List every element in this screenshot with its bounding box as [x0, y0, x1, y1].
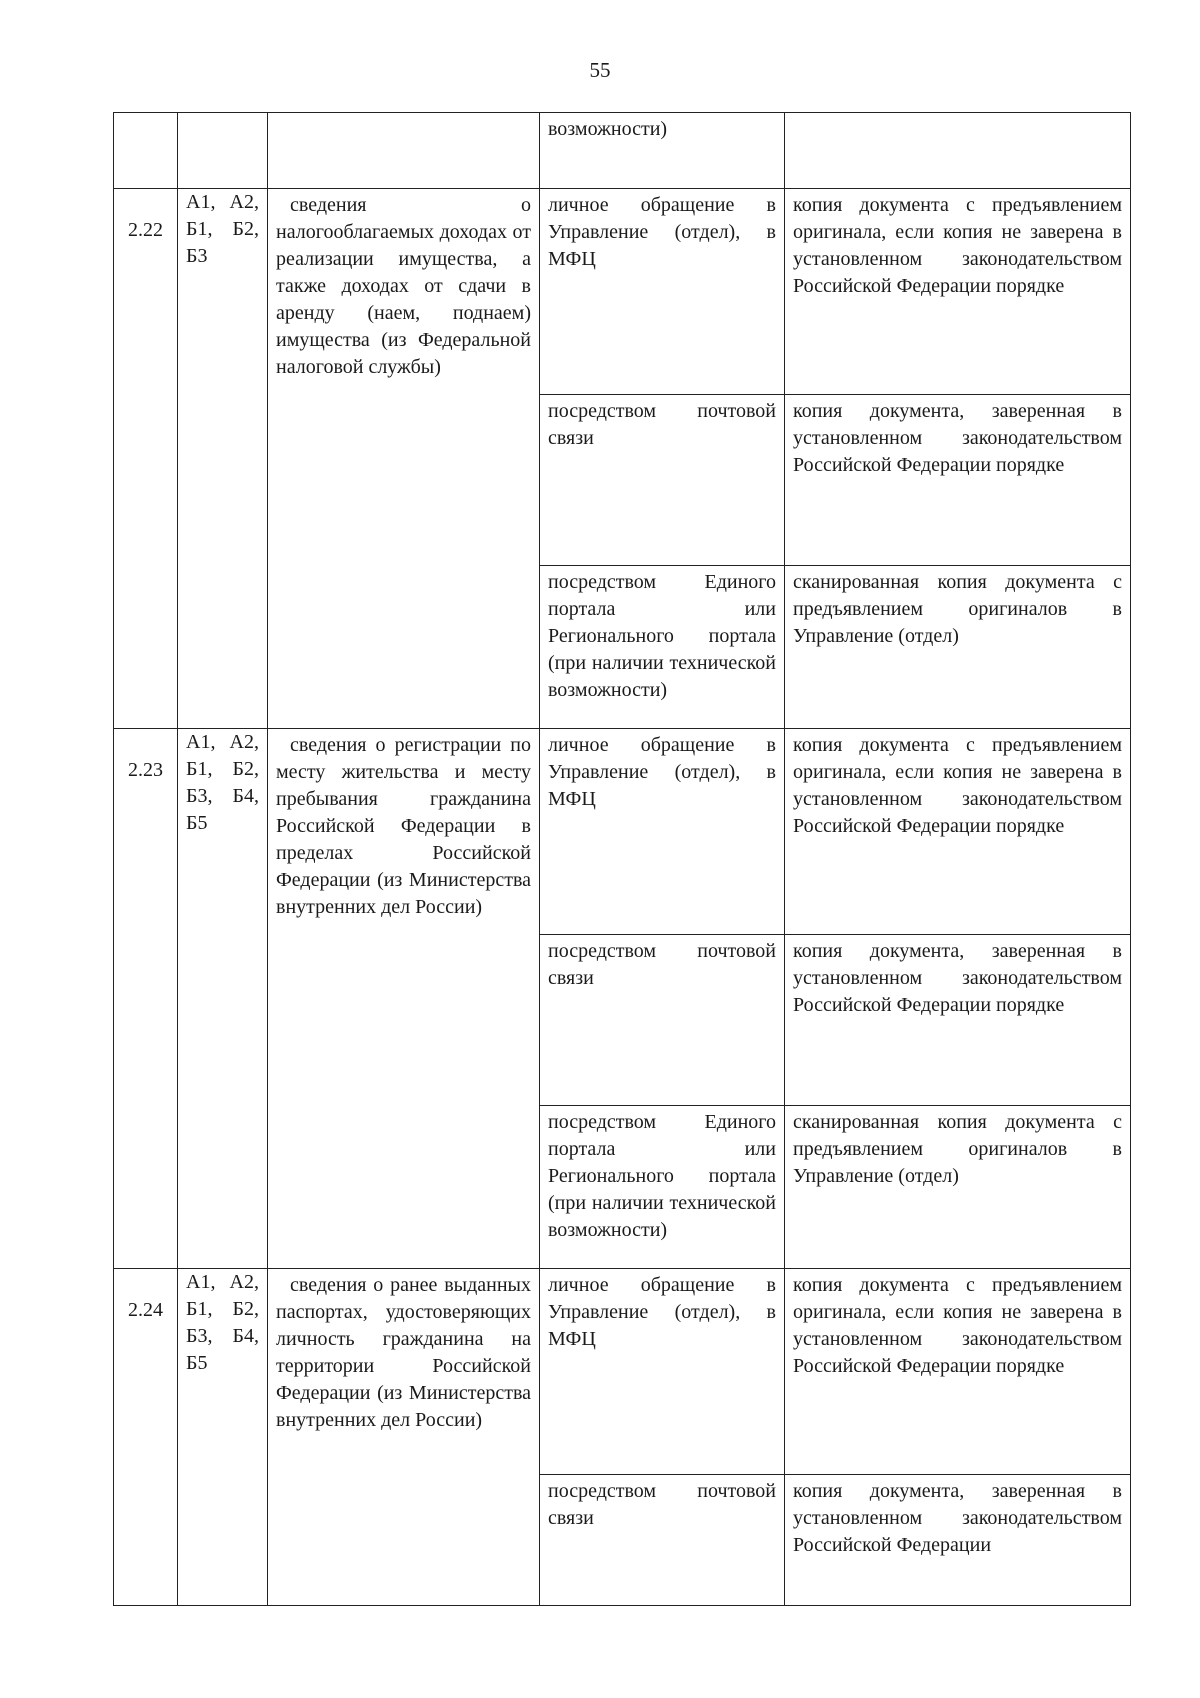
cell-empty — [785, 113, 1131, 189]
submission-channel: личное обращение в Управление (отдел), в МФЦ — [540, 1269, 785, 1475]
submission-channel: посредством Единого портала или Регионального портала (при наличии технической возможности) — [540, 1106, 785, 1269]
information-description: сведения о регистрации по месту жительства и месту пребывания гражданина Российской Федерации в пределах Российской Федерации (из Министерства внутренних дел России) — [268, 729, 540, 1269]
submission-channel: посредством почтовой связи — [540, 395, 785, 566]
item-number: 2.22 — [114, 189, 178, 729]
submission-channel: посредством почтовой связи — [540, 935, 785, 1106]
item-number: 2.23 — [114, 729, 178, 1269]
document-form: сканированная копия документа с предъявлением оригиналов в Управление (отдел) — [785, 1106, 1131, 1269]
page-number: 55 — [589, 58, 611, 82]
applicant-categories: А1, А2, Б1, Б2, Б3, Б4, Б5 — [178, 729, 268, 1269]
document-form: сканированная копия документа с предъявлением оригиналов в Управление (отдел) — [785, 566, 1131, 729]
submission-channel: личное обращение в Управление (отдел), в МФЦ — [540, 189, 785, 395]
table-row — [114, 1269, 1131, 1475]
document-form: копия документа, заверенная в установленном законодательством Российской Федерации порядке — [785, 935, 1131, 1106]
cell-empty — [178, 113, 268, 189]
document-form: копия документа с предъявлением оригинала, если копия не заверена в установленном законодательством Российской Федерации порядке — [785, 1269, 1131, 1475]
submission-channel: посредством почтовой связи — [540, 1475, 785, 1606]
information-description: сведения о ранее выданных паспортах, удостоверяющих личность гражданина на территории Российской Федерации (из Министерства внутренних дел России) — [268, 1269, 540, 1606]
applicant-categories: А1, А2, Б1, Б2, Б3 — [178, 189, 268, 729]
channel-cell: возможности) — [540, 113, 785, 189]
submission-channel: личное обращение в Управление (отдел), в МФЦ — [540, 729, 785, 935]
document-form: копия документа, заверенная в установленном законодательством Российской Федерации порядке — [785, 395, 1131, 566]
document-form: копия документа с предъявлением оригинала, если копия не заверена в установленном законодательством Российской Федерации порядке — [785, 189, 1131, 395]
services-table — [113, 112, 1131, 1606]
cell-empty — [114, 113, 178, 189]
item-number: 2.24 — [114, 1269, 178, 1606]
applicant-categories: А1, А2, Б1, Б2, Б3, Б4, Б5 — [178, 1269, 268, 1606]
cell-empty — [268, 113, 540, 189]
document-form: копия документа, заверенная в установленном законодательством Российской Федерации — [785, 1475, 1131, 1606]
document-form: копия документа с предъявлением оригинала, если копия не заверена в установленном законодательством Российской Федерации порядке — [785, 729, 1131, 935]
table-row — [114, 189, 1131, 395]
table-row — [114, 729, 1131, 935]
submission-channel: посредством Единого портала или Регионального портала (при наличии технической возможности) — [540, 566, 785, 729]
continuation-row — [114, 113, 1131, 189]
information-description: сведения о налогооблагаемых доходах от реализации имущества, а также доходах от сдачи в аренду (наем, поднаем) имущества (из Федеральной налоговой службы) — [268, 189, 540, 729]
